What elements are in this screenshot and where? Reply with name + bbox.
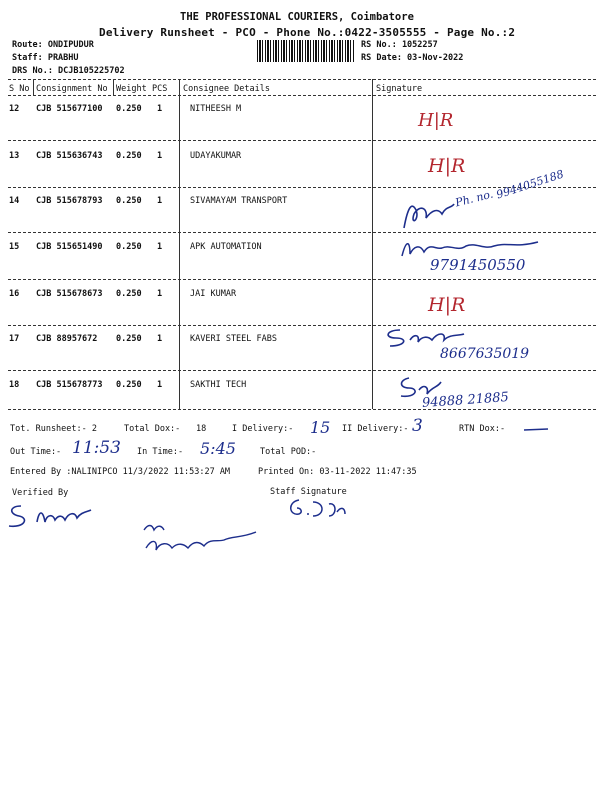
row-pcs: 1 [157, 196, 163, 206]
row-weight: 0.250 [116, 380, 142, 390]
row-consignee: JAI KUMAR [190, 289, 237, 299]
col-divider [33, 79, 34, 95]
staff-signature-label: Staff Signature [270, 487, 347, 497]
col-divider [179, 79, 180, 409]
handwritten-i-delivery: 15 [310, 418, 331, 437]
row-consignment: CJB 515678673 [36, 289, 103, 299]
row-separator [8, 325, 596, 326]
row-weight: 0.250 [116, 289, 142, 299]
handwritten-out-time: 11:53 [72, 438, 121, 458]
row-weight: 0.250 [116, 151, 142, 161]
handwritten-hir: H|R [418, 110, 454, 131]
row-pcs: 1 [157, 104, 163, 114]
total-dox-value: 18 [196, 424, 207, 434]
rtn-dash-mark [522, 426, 550, 434]
rs-number: RS No.: 1052257 [361, 40, 438, 50]
handwritten-phone: 9791450550 [430, 256, 526, 274]
row-consignee: SIVAMAYAM TRANSPORT [190, 196, 288, 206]
ii-delivery-label: II Delivery:- [342, 424, 409, 434]
row-pcs: 1 [157, 151, 163, 161]
signature-row-14 [398, 196, 458, 236]
col-divider [113, 79, 114, 95]
row-separator [8, 232, 596, 233]
handwritten-phone: 8667635019 [440, 346, 530, 362]
row-sno: 13 [9, 151, 20, 161]
row-consignment: CJB 515678773 [36, 380, 103, 390]
handwritten-phone: 94888 21885 [421, 389, 510, 412]
row-pcs: 1 [157, 242, 163, 252]
row-consignment: CJB 515636743 [36, 151, 103, 161]
rtn-dox-label: RTN Dox:- [459, 424, 506, 434]
table-header-rule [8, 95, 596, 96]
barcode [257, 40, 355, 62]
row-sno: 14 [9, 196, 20, 206]
row-weight: 0.250 [116, 242, 142, 252]
handwritten-hir: H|R [428, 155, 466, 177]
drs-number: DRS No.: DCJB105225702 [12, 66, 125, 76]
total-dox-label: Total Dox:- [124, 424, 181, 434]
table-bottom-rule [8, 409, 596, 410]
row-consignee: UDAYAKUMAR [190, 151, 242, 161]
verified-by-signature [5, 500, 95, 532]
row-sno: 12 [9, 104, 20, 114]
row-consignment: CJB 515678793 [36, 196, 103, 206]
row-pcs: 1 [157, 289, 163, 299]
entered-by: Entered By :NALINIPCO 11/3/2022 11:53:27 AM [10, 467, 231, 477]
row-consignment: CJB 515651490 [36, 242, 103, 252]
row-separator [8, 140, 596, 141]
route: Route: ONDIPUDUR [12, 40, 94, 50]
col-header-weight: Weight [116, 84, 147, 94]
row-sno: 15 [9, 242, 20, 252]
row-consignee: NITHEESH M [190, 104, 242, 114]
in-time-label: In Time:- [137, 447, 184, 457]
row-consignment: CJB 88957672 [36, 334, 98, 344]
row-sno: 17 [9, 334, 20, 344]
staff: Staff: PRABHU [12, 53, 79, 63]
row-weight: 0.250 [116, 196, 142, 206]
total-runsheet: Tot. Runsheet:- 2 [10, 424, 97, 434]
col-header-consignee: Consignee Details [183, 84, 270, 94]
row-pcs: 1 [157, 334, 163, 344]
col-header-consignment: Consignment No [36, 84, 108, 94]
handwritten-phone: 9944055188 [494, 167, 566, 202]
row-sno: 18 [9, 380, 20, 390]
handwritten-ii-delivery: 3 [412, 416, 423, 436]
handwritten-ph-label: Ph. no. [453, 187, 495, 210]
col-header-sno: S No [9, 84, 30, 94]
out-time-label: Out Time:- [10, 447, 62, 457]
company-name: THE PROFESSIONAL COURIERS, Coimbatore [180, 11, 414, 23]
i-delivery-label: I Delivery:- [232, 424, 294, 434]
row-weight: 0.250 [116, 104, 142, 114]
handwritten-in-time: 5:45 [200, 439, 236, 458]
total-pod-label: Total POD:- [260, 447, 317, 457]
row-consignee: APK AUTOMATION [190, 242, 262, 252]
handwritten-hir: H|R [428, 294, 466, 316]
printed-on: Printed On: 03-11-2022 11:47:35 [258, 467, 417, 477]
table-top-rule [8, 79, 596, 80]
row-separator [8, 279, 596, 280]
row-consignment: CJB 515677100 [36, 104, 103, 114]
col-header-signature: Signature [376, 84, 423, 94]
rs-date: RS Date: 03-Nov-2022 [361, 53, 464, 63]
verified-by-label: Verified By [12, 488, 69, 498]
row-consignee: KAVERI STEEL FABS [190, 334, 277, 344]
runsheet-title: Delivery Runsheet - PCO - Phone No.:0422-3505555 - Page No.:2 [99, 26, 516, 39]
col-header-pcs: PCS [152, 84, 168, 94]
approval-signature [138, 520, 263, 562]
staff-signature [285, 496, 347, 522]
row-pcs: 1 [157, 380, 163, 390]
row-weight: 0.250 [116, 334, 142, 344]
col-divider [372, 79, 373, 409]
row-separator [8, 370, 596, 371]
row-consignee: SAKTHI TECH [190, 380, 247, 390]
row-sno: 16 [9, 289, 20, 299]
